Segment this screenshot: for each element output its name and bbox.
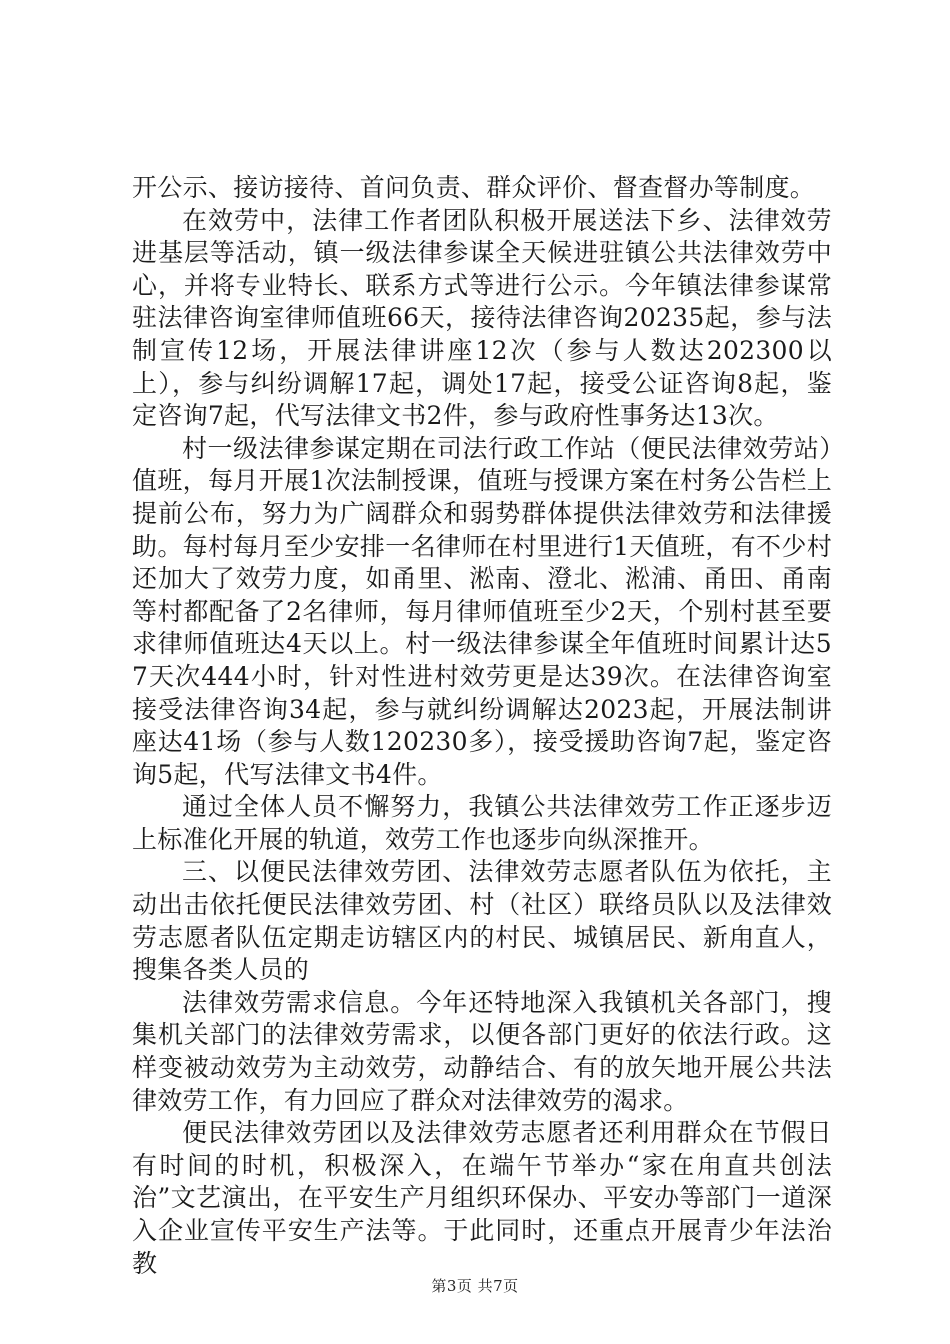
page-footer: 第3页 共7页 — [431, 1277, 519, 1295]
paragraph-section-three: 三、以便民法律效劳团、法律效劳志愿者队伍为依托，主动出击依托便民法律效劳团、村（社区）联络员队以及法律效劳志愿者队伍定期走访辖区内的村民、城镇居民、新甪直人，搜集各类人员的 — [132, 857, 832, 985]
paragraph-volunteer-activities: 便民法律效劳团以及法律效劳志愿者还利用群众在节假日有时间的时机，积极深入，在端午节举办“家在甪直共创法治”文艺演出，在平安生产月组织环保办、平安办等部门一道深入企业宣传平安生产法等。于此同时，还重点开展青少年法治教 — [132, 1118, 832, 1278]
paragraph-town-legal-advisors: 在效劳中，法律工作者团队积极开展送法下乡、法律效劳进基层等活动，镇一级法律参谋全天候进驻镇公共法律效劳中心，并将专业特长、联系方式等进行公示。今年镇法律参谋常驻法律咨询室律师值班66天，接待法律咨询20235起，参与法制宣传12场，开展法律讲座12次（参与人数达202300以上），参与纠纷调解17起，调处17起，接受公证咨询8起，鉴定咨询7起，代写法律文书2件，参与政府性事务达13次。 — [132, 205, 832, 431]
paragraph-village-legal-advisors: 村一级法律参谋定期在司法行政工作站（便民法律效劳站）值班，每月开展1次法制授课，值班与授课方案在村务公告栏上提前公布，努力为广阔群众和弱势群体提供法律效劳和法律援助。每村每月至少安排一名律师在村里进行1天值班，有不少村还加大了效劳力度，如甬里、淞南、澄北、淞浦、甬田、甬南等村都配备了2名律师，每月律师值班至少2天，个别村甚至要求律师值班达4天以上。村一级法律参谋全年值班时间累计达57天次444小时，针对性进村效劳更是达39次。在法律咨询室接受法律咨询34起，参与就纠纷调解达2023起，开展法制讲座达41场（参与人数120230多），接受援助咨询7起，鉴定咨询5起，代写法律文书4件。 — [132, 433, 832, 789]
paragraph-service-needs: 法律效劳需求信息。今年还特地深入我镇机关各部门，搜集机关部门的法律效劳需求，以便各部门更好的依法行政。这样变被动效劳为主动效劳，动静结合、有的放矢地开展公共法律效劳工作，有力回应了群众对法律效劳的渴求。 — [132, 987, 832, 1115]
document-body — [132, 172, 832, 1280]
paragraph-standardization: 通过全体人员不懈努力，我镇公共法律效劳工作正逐步迈上标准化开展的轨道，效劳工作也逐步向纵深推开。 — [132, 792, 832, 854]
paragraph-continuation: 开公示、接访接待、首问负责、群众评价、督查督办等制度。 — [132, 173, 816, 202]
